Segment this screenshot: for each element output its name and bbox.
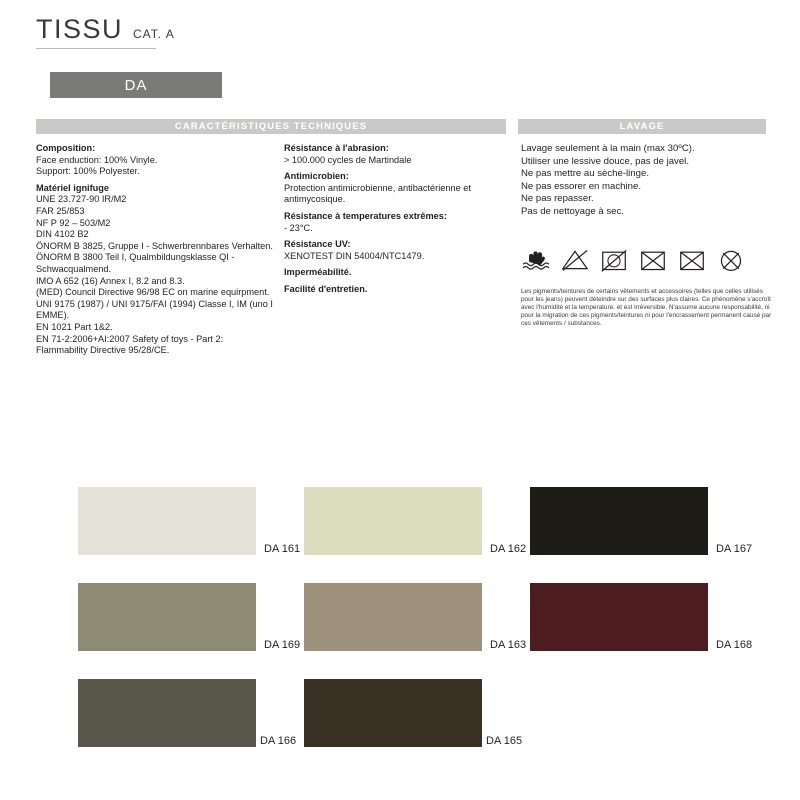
text-line: Résistance UV:	[284, 239, 351, 250]
swatch-color-chip	[78, 487, 256, 555]
hand-wash-icon	[521, 247, 551, 273]
text-line: Imperméabilité.	[284, 267, 352, 278]
text-line: Support: 100% Polyester.	[36, 166, 140, 177]
technical-section-header: CARACTÉRISTIQUES TECHNIQUES	[36, 119, 506, 134]
color-swatch	[304, 679, 523, 747]
wash-instruction-line: Ne pas mettre au sèche-linge.	[521, 168, 649, 180]
color-swatch	[530, 583, 753, 651]
text-line: UNI 9175 (1987) / UNI 9175/FAI (1994) Classe I, IM (uno I EMME).	[36, 298, 276, 321]
swatch-color-chip	[530, 487, 708, 555]
wash-care-icons	[521, 243, 771, 277]
swatch-code-label: DA 169	[264, 639, 301, 651]
wash-instruction-line: Pas de nettoyage à sec.	[521, 205, 624, 217]
no-bleach-icon	[560, 247, 590, 273]
title-divider	[36, 48, 156, 49]
swatch-color-chip	[304, 487, 482, 555]
text-line: EN 71-2:2006+AI:2007 Safety of toys - Part 2: Flammability Directive 95/28/CE.	[36, 333, 226, 356]
color-swatch	[304, 487, 527, 555]
text-line: - 23°C.	[284, 222, 313, 233]
swatch-code-label: DA 162	[490, 543, 527, 555]
wash-instruction-line: Ne pas repasser.	[521, 193, 594, 205]
color-swatch	[78, 583, 301, 651]
swatch-code-label: DA 163	[490, 639, 527, 651]
text-line: Composition:	[36, 143, 96, 153]
text-line: ÖNORM B 3825, Gruppe I - Schwerbrennbares Verhalten.	[36, 240, 273, 251]
wash-instruction-line: Ne pas essorer en machine.	[521, 180, 641, 192]
page-title: TISSU	[36, 14, 124, 44]
text-line: > 100.000 cycles de Martindale	[284, 154, 412, 165]
text-line: FAR 25/853	[36, 205, 85, 216]
text-line: (MED) Council Directive 96/98 EC on marine equirpment.	[36, 287, 270, 298]
swatch-code-label: DA 161	[264, 543, 301, 555]
no-iron-icon	[677, 247, 707, 273]
text-line: Résistance à l'abrasion:	[284, 143, 389, 153]
text-line: NF P 92 – 503/M2	[36, 217, 111, 228]
collection-tag: DA	[50, 72, 222, 98]
text-line: Antimicrobien:	[284, 171, 349, 182]
swatch-code-label: DA 168	[716, 639, 753, 651]
text-line: Matériel ignifuge	[36, 182, 109, 193]
no-dry-clean-icon	[716, 247, 746, 273]
wash-instruction-line: Utiliser une lessive douce, pas de javel.	[521, 155, 689, 167]
text-line: UNE 23.727-90 IR/M2	[36, 194, 127, 205]
no-tumble-dry-icon	[599, 247, 629, 273]
text-line: XENOTEST DIN 54004/NTC1479.	[284, 250, 425, 261]
technical-column-1	[36, 143, 276, 357]
text-line: EN 1021 Part 1&2.	[36, 321, 113, 332]
swatch-code-label: DA 165	[486, 735, 523, 747]
swatch-color-chip	[530, 583, 708, 651]
text-line: Face enduction: 100% Vinyle.	[36, 154, 158, 165]
wash-section-header: LAVAGE	[518, 119, 766, 134]
wash-note: Les pigments/teintures de certains vêtements et accessoires (telles que celles utilisés pour les jeans) peuvent déteindre sur des surfaces plus claires. Ce phénomène s'accroît avec l'humidité et la temperature, et est irréversible. N'assume aucune responsabilité, ni pour la migration de ces pigments/teintures ni pour l'encrassement permanent causé par ces vêtements / substances.	[521, 288, 772, 328]
swatch-code-label: DA 166	[260, 735, 297, 747]
text-line: Protection antimicrobienne, antibactérienne et antimycosique.	[284, 182, 474, 205]
swatch-color-chip	[78, 583, 256, 651]
color-swatch	[78, 487, 301, 555]
technical-column-2	[284, 143, 516, 296]
swatch-color-chip	[304, 583, 482, 651]
swatch-code-label: DA 167	[716, 543, 753, 555]
text-line: ÖNORM B 3800 Teil I, Qualmbildungsklasse QI - Schwacqualmend.	[36, 252, 238, 274]
page-category: CAT. A	[133, 27, 175, 41]
text-line: DIN 4102 B2	[36, 229, 89, 240]
color-swatch	[304, 583, 527, 651]
text-line: Facilité d'entretien.	[284, 283, 368, 294]
no-wring-icon	[638, 247, 668, 273]
swatch-color-chip	[78, 679, 256, 747]
wash-instructions-column	[521, 143, 771, 219]
color-swatch	[78, 679, 297, 747]
text-line: Résistance à temperatures extrêmes:	[284, 210, 447, 221]
swatch-color-chip	[304, 679, 482, 747]
title-row	[36, 14, 766, 45]
text-line: IMO A 652 (16) Annex I, 8.2 and 8.3.	[36, 275, 185, 286]
color-swatch	[530, 487, 753, 555]
page-header	[36, 14, 766, 49]
wash-instruction-line: Lavage seulement à la main (max 30ºC).	[521, 143, 695, 154]
